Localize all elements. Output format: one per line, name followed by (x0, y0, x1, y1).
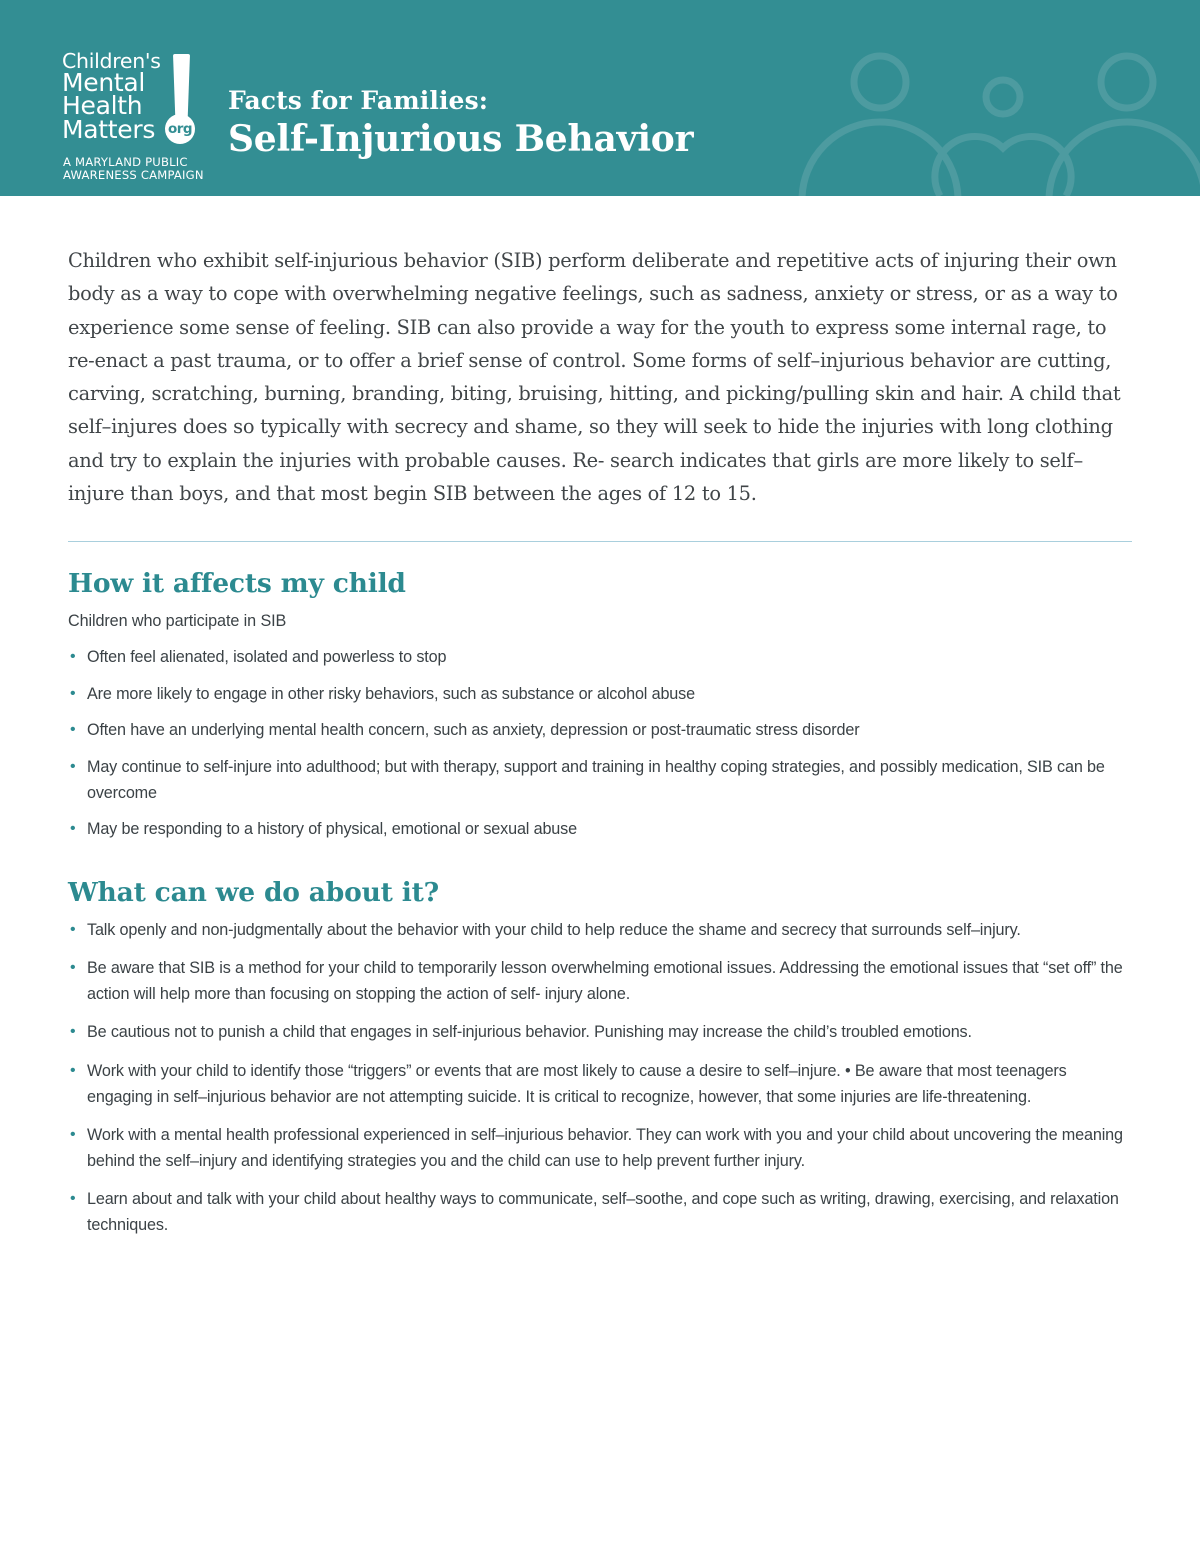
logo-tagline-line-2: AWARENESS CAMPAIGN (63, 168, 204, 183)
page-content (0, 244, 1200, 1238)
logo-line-4: Matters (62, 114, 156, 144)
list-item: • Learn about and talk with your child about healthy ways to communicate, self–soothe, and cope such as writing, drawing, exercising, and relaxation techniques. (68, 1187, 1132, 1238)
page-title: Self-Injurious Behavior (228, 117, 694, 160)
section-divider (68, 541, 1132, 542)
section-lead: Children who participate in SIB (68, 612, 287, 631)
bullet-list (68, 918, 1132, 1239)
section-how-it-affects-my-child (68, 568, 1132, 842)
list-item: • Be cautious not to punish a child that engages in self-injurious behavior. Punishing may increase the child’s troubled emotions. (68, 1020, 1132, 1046)
list-item: • Work with your child to identify those “triggers” or events that are most likely to cause a desire to self–injure. • Be aware that most teenagers engaging in self–injurious behavior are not attempting suicide. It is critical to recognize, however, that some injuries are life-threatening. (68, 1059, 1132, 1110)
logo-tagline (63, 156, 204, 183)
list-item: • Often have an underlying mental health concern, such as anxiety, depression or post-traumatic stress disorder (68, 718, 1132, 744)
list-item: • Often feel alienated, isolated and powerless to stop (68, 645, 1132, 671)
section-what-can-we-do-about-it (68, 877, 1132, 1239)
logo-line-3: Health (62, 91, 143, 121)
section-heading: What can we do about it? (68, 876, 439, 908)
logo-tagline-line-1: A MARYLAND PUBLIC (63, 155, 188, 169)
list-item: • May be responding to a history of physical, emotional or sexual abuse (68, 817, 1132, 843)
bullet-list (68, 645, 1132, 843)
list-item: • Are more likely to engage in other risky behaviors, such as substance or alcohol abuse (68, 682, 1132, 708)
intro-paragraph: Children who exhibit self-injurious behavior (SIB) perform deliberate and repetitive acts of injuring their own body as a way to cope with overwhelming negative feelings, such as sadness, anxiety or stress, or as a way to experience some sense of feeling. SIB can also provide a way for the youth to express some internal rage, to re-enact a past trauma, or to offer a brief sense of control. Some forms of self–injurious behavior are cutting, carving, scratching, burning, branding, biting, bruising, hitting, and picking/pulling skin and hair. A child that self–injures does so typically with secrecy and shame, so they will seek to hide the injuries with long clothing and try to explain the injuries with probable causes. Re- search indicates that girls are more likely to self–injure than boys, and that most begin SIB between the ages of 12 to 15. (68, 249, 1121, 506)
section-heading: How it affects my child (68, 568, 406, 600)
page-header (0, 0, 1200, 196)
list-item: • Be aware that SIB is a method for your child to temporarily lesson overwhelming emotional issues. Addressing the emotional issues that “set off” the action will help more than focusing on stopping the action of self- injury alone. (68, 956, 1132, 1007)
cmhm-logo (62, 49, 212, 184)
list-item: • May continue to self-injure into adulthood; but with therapy, support and training in healthy coping strategies, and possibly medication, SIB can be overcome (68, 755, 1132, 806)
logo-org-badge: org (165, 114, 195, 144)
list-item: • Work with a mental health professional experienced in self–injurious behavior. They can work with you and your child about uncovering the meaning behind the self–injury and identifying strategies you and the child can use to help prevent further injury. (68, 1123, 1132, 1174)
logo-line-2: Mental (62, 68, 146, 98)
list-item: • Talk openly and non-judgmentally about the behavior with your child to help reduce the shame and secrecy that surrounds self–injury. (68, 918, 1132, 944)
family-figures-icon (760, 0, 1200, 196)
header-eyebrow: Facts for Families: (228, 86, 489, 115)
header-title-block (228, 86, 693, 161)
logo-line-1: Children's (62, 49, 161, 73)
